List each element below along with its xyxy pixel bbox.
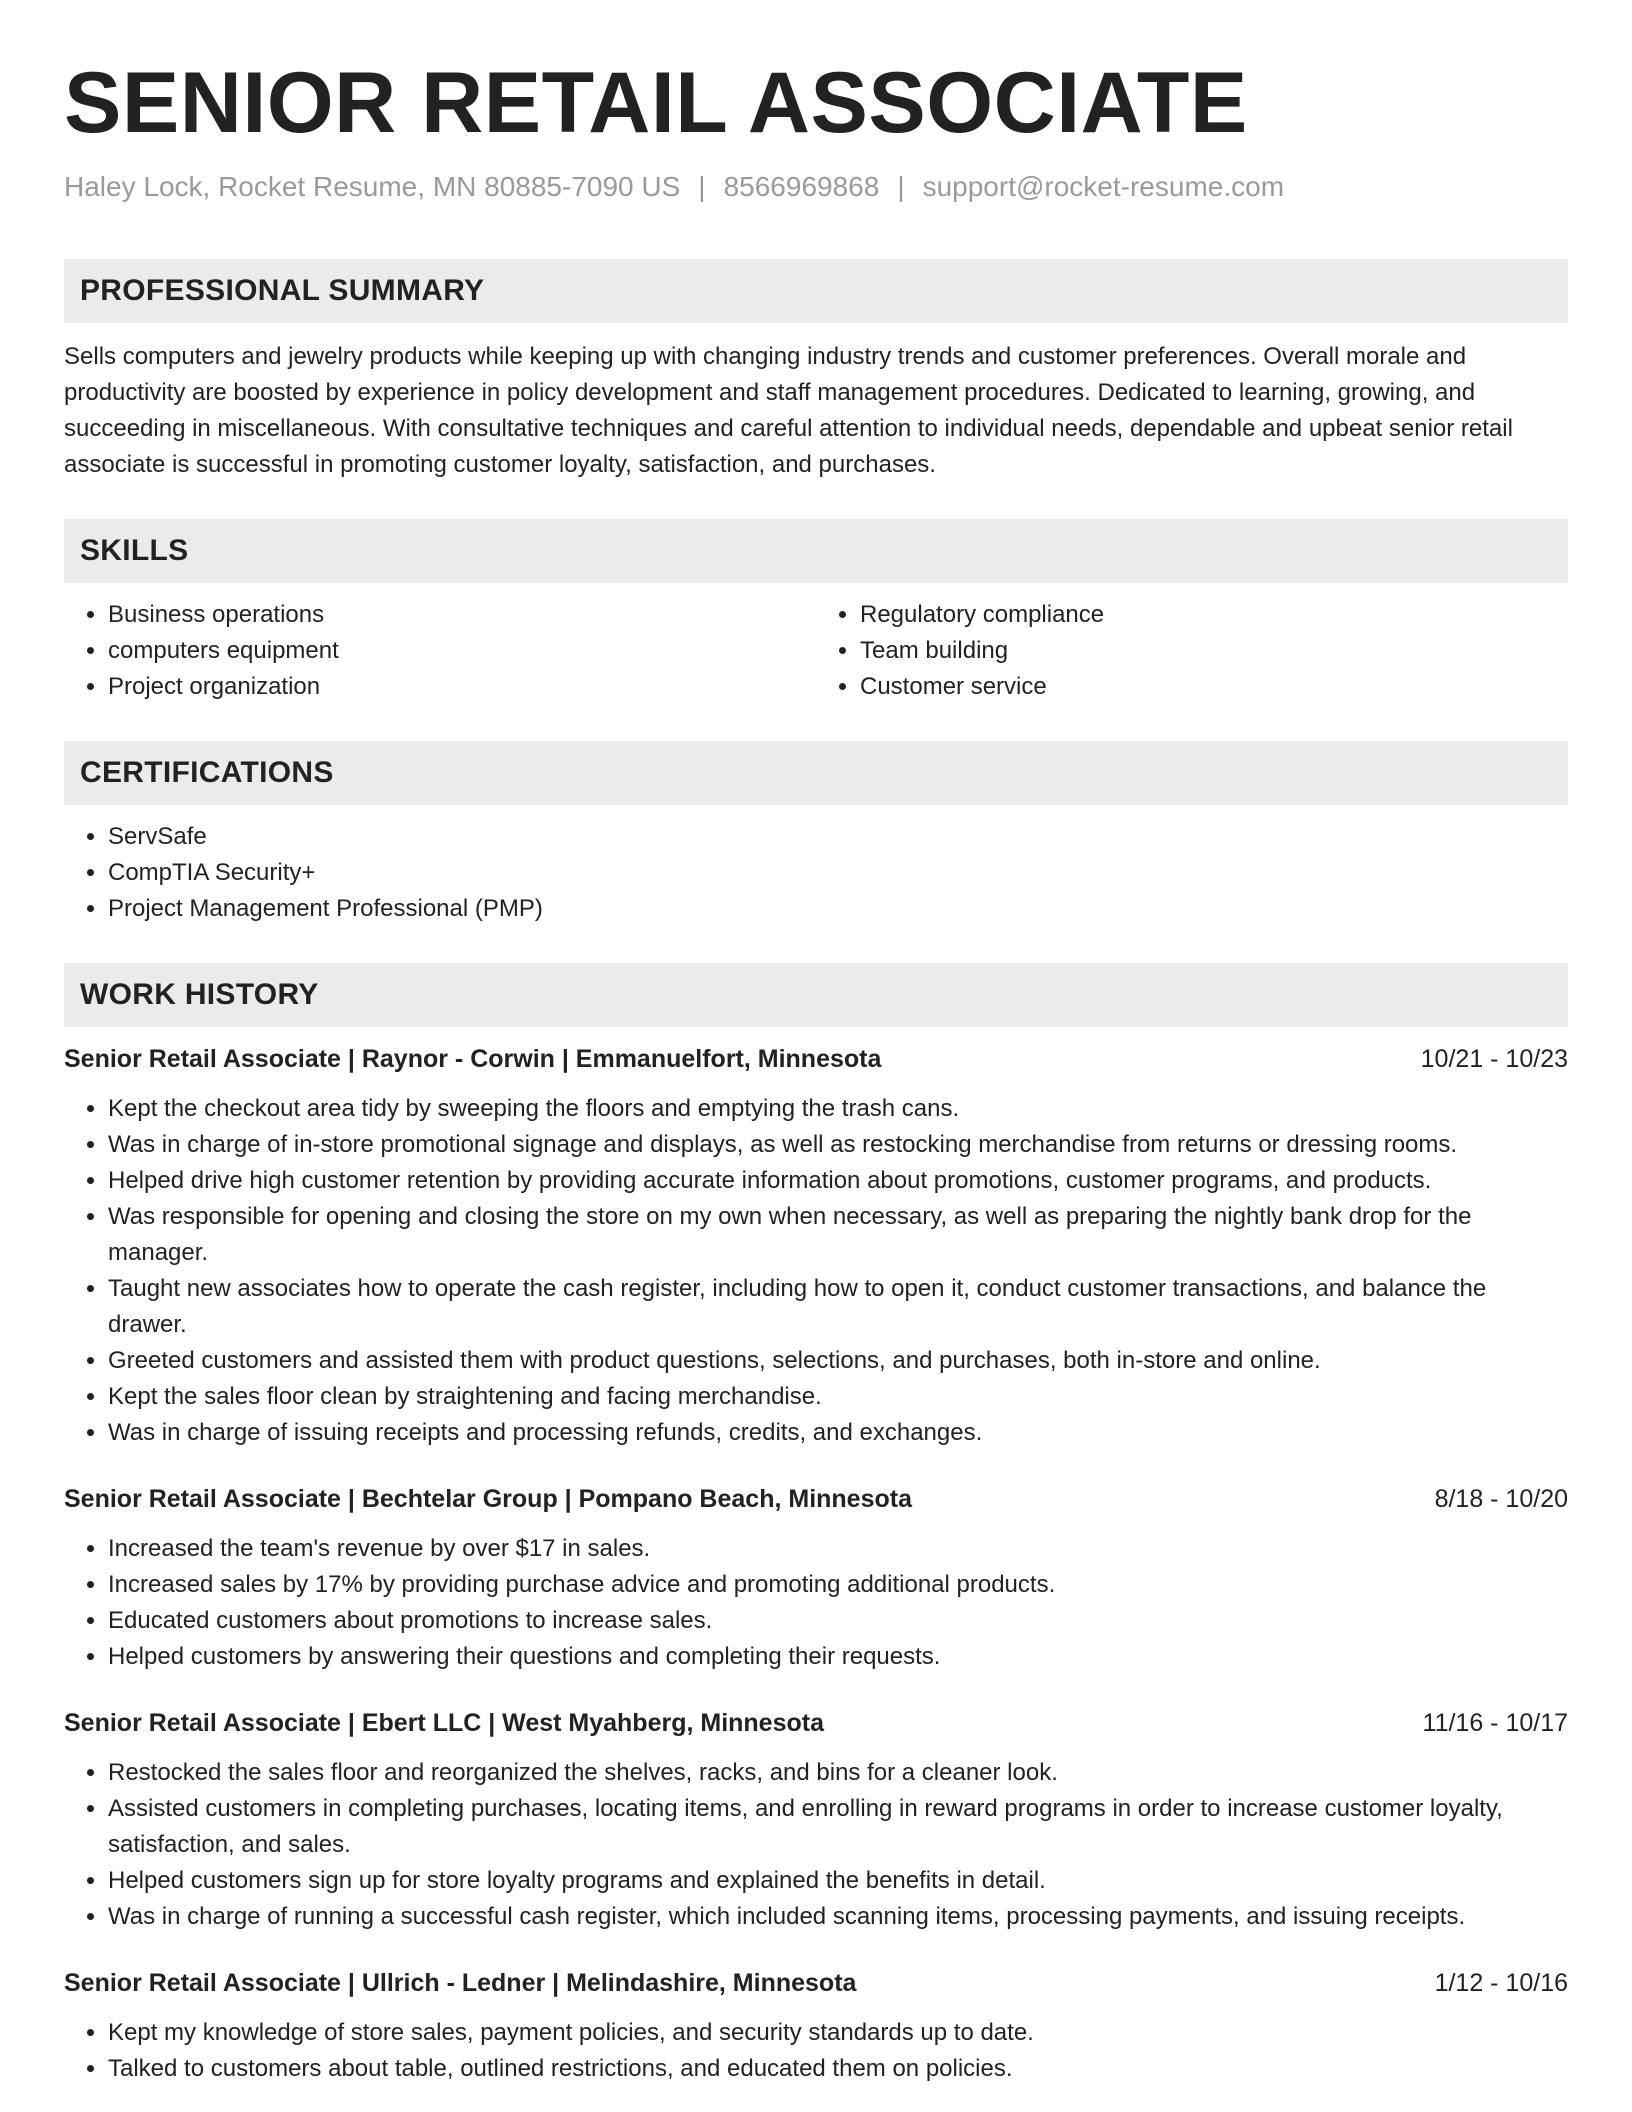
- job-bullet: • Restocked the sales floor and reorganized the shelves, racks, and bins for a cleaner look.: [108, 1755, 1568, 1791]
- job-title: Senior Retail Associate | Bechtelar Group | Pompano Beach, Minnesota: [64, 1484, 912, 1513]
- summary-text: Sells computers and jewelry products while keeping up with changing industry trends and customer preferences. Overall morale and productivity are boosted by experience in policy development and staff management procedures. Dedicated to learning, growing, and succeeding in miscellaneous. With consultative techniques and careful attention to individual needs, dependable and upbeat senior retail associate is successful in promoting customer loyalty, satisfaction, and purchases.: [64, 342, 1513, 478]
- job-bullet: • Kept the sales floor clean by straightening and facing merchandise.: [108, 1379, 1568, 1415]
- certification-item: • CompTIA Security+: [108, 855, 1568, 891]
- contact-separator: |: [698, 170, 706, 202]
- job-dates: 1/12 - 10/16: [1434, 1968, 1568, 1997]
- certification-item: • ServSafe: [108, 819, 1568, 855]
- certifications-list: [64, 819, 1568, 927]
- job-bullet: • Increased the team's revenue by over $17 in sales.: [108, 1531, 1568, 1567]
- contact-email: support@rocket-resume.com: [922, 170, 1285, 202]
- job-bullet: • Talked to customers about table, outlined restrictions, and educated them on policies.: [108, 2051, 1568, 2087]
- job-dates: 10/21 - 10/23: [1420, 1044, 1568, 1073]
- job-bullet: • Was responsible for opening and closing the store on my own when necessary, as well as preparing the nightly bank drop for the manager.: [108, 1199, 1568, 1271]
- job-header: [64, 1705, 1568, 1741]
- job-title: Senior Retail Associate | Ullrich - Ledner | Melindashire, Minnesota: [64, 1968, 857, 1997]
- skills-list: [64, 583, 1568, 705]
- skill-item: • Business operations: [108, 597, 816, 633]
- job-dates: 11/16 - 10/17: [1422, 1708, 1568, 1737]
- job-entry: [64, 1705, 1568, 1935]
- job-bullet: • Greeted customers and assisted them with product questions, selections, and purchases, both in-store and online.: [108, 1343, 1568, 1379]
- section-heading-work-history: WORK HISTORY: [64, 963, 1568, 1027]
- job-entry: [64, 1965, 1568, 2087]
- skill-item: • Team building: [860, 633, 1568, 669]
- skill-item: • Project organization: [108, 669, 816, 705]
- job-bullets: [64, 1091, 1568, 1451]
- job-bullet: • Was in charge of issuing receipts and processing refunds, credits, and exchanges.: [108, 1415, 1568, 1451]
- section-heading-summary: PROFESSIONAL SUMMARY: [64, 259, 1568, 323]
- job-title: Senior Retail Associate | Ebert LLC | West Myahberg, Minnesota: [64, 1708, 824, 1737]
- skills-column-left: [64, 597, 816, 705]
- skills-column-right: [816, 597, 1568, 705]
- job-dates: 8/18 - 10/20: [1434, 1484, 1568, 1513]
- skill-item: • computers equipment: [108, 633, 816, 669]
- job-bullets: [64, 1755, 1568, 1935]
- job-bullet: • Kept my knowledge of store sales, payment policies, and security standards up to date.: [108, 2015, 1568, 2051]
- job-bullet: • Kept the checkout area tidy by sweeping the floors and emptying the trash cans.: [108, 1091, 1568, 1127]
- section-heading-certifications: CERTIFICATIONS: [64, 741, 1568, 805]
- job-bullets: [64, 2015, 1568, 2087]
- job-entry: [64, 1041, 1568, 1451]
- job-bullet: • Was in charge of running a successful cash register, which included scanning items, processing payments, and issuing receipts.: [108, 1899, 1568, 1935]
- skill-item: • Regulatory compliance: [860, 597, 1568, 633]
- job-entry: [64, 1481, 1568, 1675]
- job-bullet: • Was in charge of in-store promotional signage and displays, as well as restocking merchandise from returns or dressing rooms.: [108, 1127, 1568, 1163]
- job-bullet: • Increased sales by 17% by providing purchase advice and promoting additional products.: [108, 1567, 1568, 1603]
- job-bullet: • Assisted customers in completing purchases, locating items, and enrolling in reward programs in order to increase customer loyalty, satisfaction, and sales.: [108, 1791, 1568, 1863]
- contact-separator: |: [897, 170, 905, 202]
- contact-address: Haley Lock, Rocket Resume, MN 80885-7090 US: [64, 170, 681, 202]
- section-heading-skills: SKILLS: [64, 519, 1568, 583]
- job-header: [64, 1481, 1568, 1517]
- job-header: [64, 1965, 1568, 2001]
- job-bullet: • Helped customers by answering their questions and completing their requests.: [108, 1639, 1568, 1675]
- job-title: Senior Retail Associate | Raynor - Corwin | Emmanuelfort, Minnesota: [64, 1044, 882, 1073]
- certification-item: • Project Management Professional (PMP): [108, 891, 1568, 927]
- job-bullet: • Taught new associates how to operate the cash register, including how to open it, conduct customer transactions, and balance the drawer.: [108, 1271, 1568, 1343]
- job-bullet: • Helped customers sign up for store loyalty programs and explained the benefits in detail.: [108, 1863, 1568, 1899]
- job-header: [64, 1041, 1568, 1077]
- contact-phone: 8566969868: [723, 170, 880, 202]
- contact-line: [64, 169, 1568, 205]
- resume-title: SENIOR RETAIL ASSOCIATE: [64, 55, 1248, 151]
- job-bullet: • Helped drive high customer retention by providing accurate information about promotions, customer programs, and products.: [108, 1163, 1568, 1199]
- skill-item: • Customer service: [860, 669, 1568, 705]
- job-bullet: • Educated customers about promotions to increase sales.: [108, 1603, 1568, 1639]
- job-bullets: [64, 1531, 1568, 1675]
